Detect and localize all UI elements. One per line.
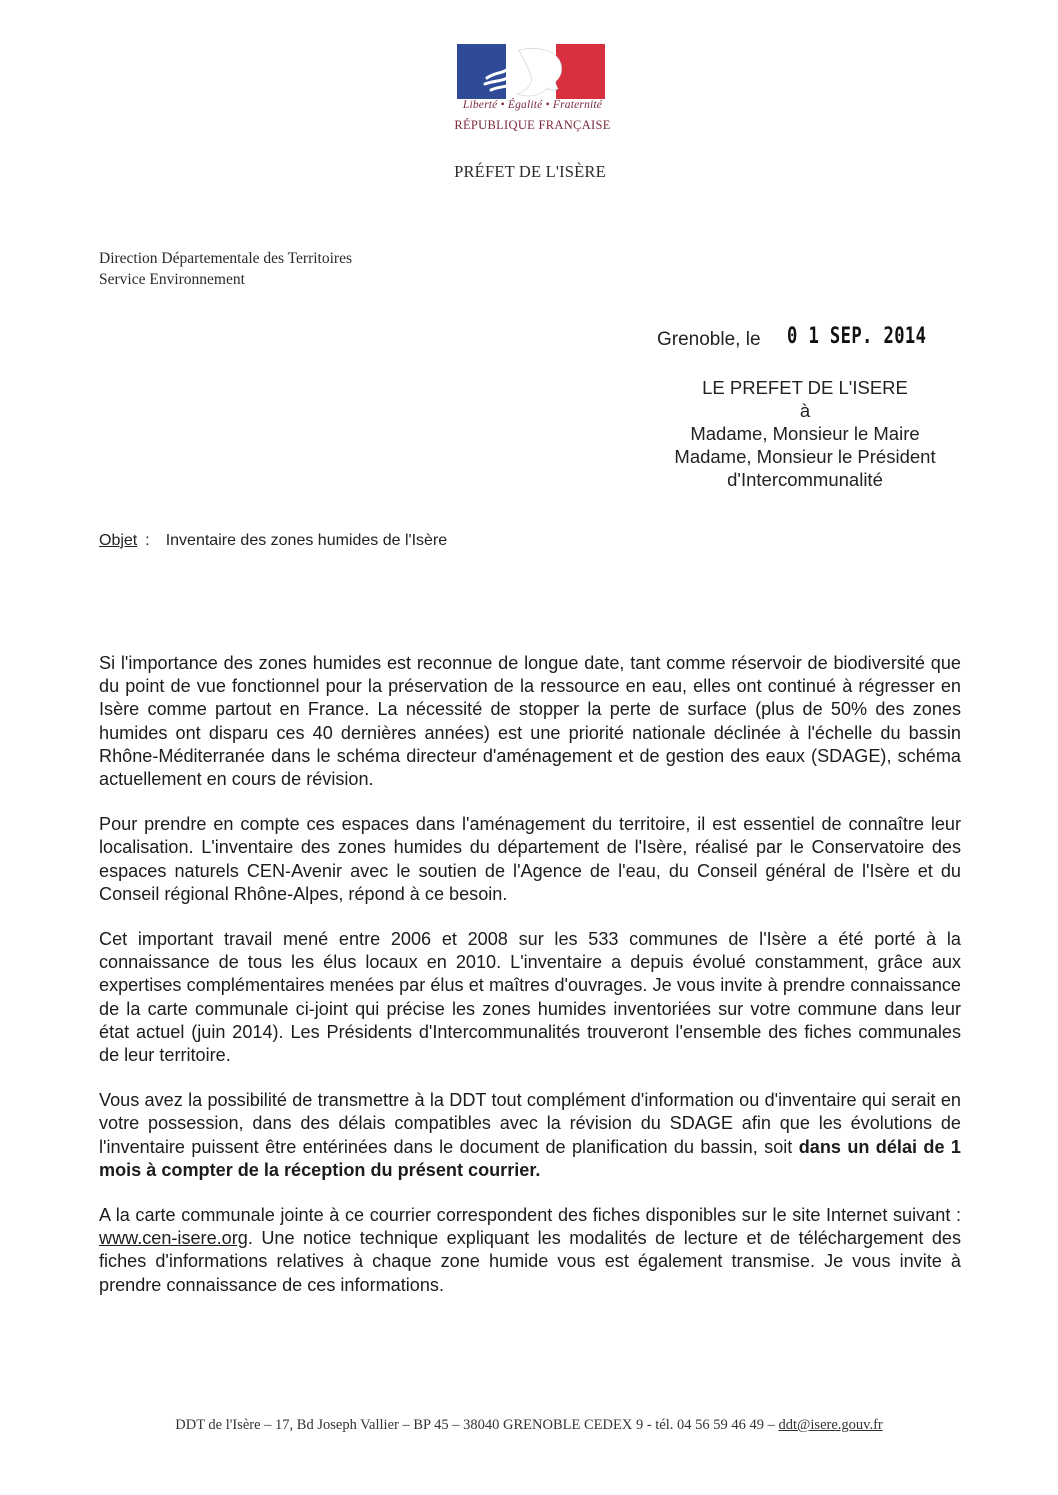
website-link[interactable]: www.cen-isere.org	[99, 1228, 248, 1249]
footer-email-link[interactable]: ddt@isere.gouv.fr	[778, 1417, 883, 1433]
objet-label: Objet	[99, 532, 138, 549]
prefet-title: PRÉFET DE L'ISÈRE	[454, 162, 606, 181]
paragraph: Cet important travail mené entre 2006 et 2008 sur les 533 communes de l'Isère a été porté à la connaissance de tous les élus locaux en 2010. L'inventaire a depuis évolué constamment, grâce aux expertises complémentaires menées par élus et maîtres d'ouvrages. Je vous invite à prendre connaissance de la carte communale ci-joint qui précise les zones humides inventoriées sur votre commune dans leur état actuel (juin 2014). Les Présidents d'Intercommunalités trouveront l'ensemble des fiches communales de leur territoire.	[99, 929, 961, 1066]
date-line	[657, 326, 957, 351]
republique-francaise: RÉPUBLIQUE FRANÇAISE	[454, 118, 611, 132]
objet-text: Inventaire des zones humides de l'Isère	[165, 532, 448, 549]
paragraph	[99, 1204, 961, 1297]
letter-body	[99, 652, 961, 1319]
deadline-text: dans un délai de 1 mois à compter de la réception du présent courrier	[99, 1136, 961, 1180]
sender-block	[99, 248, 352, 290]
paragraph: Si l'importance des zones humides est reconnue de longue date, tant comme réservoir de biodiversité que du point de vue fonctionnel pour la préservation de la ressource en eau, elles ont continué à régresser en Isère comme partout en France. La nécessité de stopper la perte de surface (plus de 50% des zones humides ont disparu ces 40 dernières années) est une priorité nationale déclinée à l'échelle du bassin Rhône-Méditerranée dans le schéma directeur d'aménagement et de gestion des eaux (SDAGE), schéma actuellement en cours de révision.	[99, 653, 961, 790]
motto: Liberté • Égalité • Fraternité	[462, 99, 603, 111]
marianne-logo	[457, 44, 605, 99]
date-stamp: 0 1 SEP. 2014	[786, 324, 926, 349]
logo-red-band	[556, 44, 605, 99]
objet-line	[99, 532, 447, 550]
recipient-line: à	[799, 400, 811, 421]
sender-service: Service Environnement	[99, 271, 245, 288]
recipient-block	[610, 376, 1000, 491]
footer-address: DDT de l'Isère – 17, Bd Joseph Vallier – BP 45 – 38040 GRENOBLE CEDEX 9 - tél. 04 56 59 46 49 –	[175, 1417, 779, 1433]
footer	[90, 1417, 968, 1434]
sender-direction: Direction Départementale des Territoires	[99, 250, 352, 267]
paragraph-text: A la carte communale jointe à ce courrier correspondent des fiches disponibles sur le site Internet suivant :	[99, 1205, 961, 1226]
recipient-line: d'Intercommunalité	[727, 469, 883, 490]
objet-separator: :	[145, 532, 150, 549]
recipient-line: Madame, Monsieur le Président	[674, 446, 936, 467]
paragraph-text: .	[535, 1159, 541, 1180]
paragraph-text: . Une notice technique expliquant les modalités de lecture et de téléchargement des fiches d'informations relatives à chaque zone humide vous est également transmise. Je vous invite à prendre connaissance de ces informations.	[99, 1228, 961, 1295]
paragraph-text: Vous avez la possibilité de transmettre à la DDT tout complément d'information ou d'inventaire qui serait en votre possession, dans des délais compatibles avec la révision du SDAGE afin que les évolutions de l'inventaire puissent être entérinées dans le document de planification du bassin, soit	[99, 1090, 961, 1157]
paragraph: Pour prendre en compte ces espaces dans l'aménagement du territoire, il est essentiel de connaître leur localisation. L'inventaire des zones humides du département de l'Isère, réalisé par le Conservatoire des espaces naturels CEN-Avenir avec le soutien de l'Agence de l'eau, du Conseil général de l'Isère et du Conseil régional Rhône-Alpes, répond à ce besoin.	[99, 814, 961, 904]
paragraph	[99, 1089, 961, 1182]
recipient-line: Madame, Monsieur le Maire	[690, 423, 920, 444]
recipient-line: LE PREFET DE L'ISERE	[702, 377, 908, 398]
date-prefix: Grenoble, le	[657, 329, 761, 350]
